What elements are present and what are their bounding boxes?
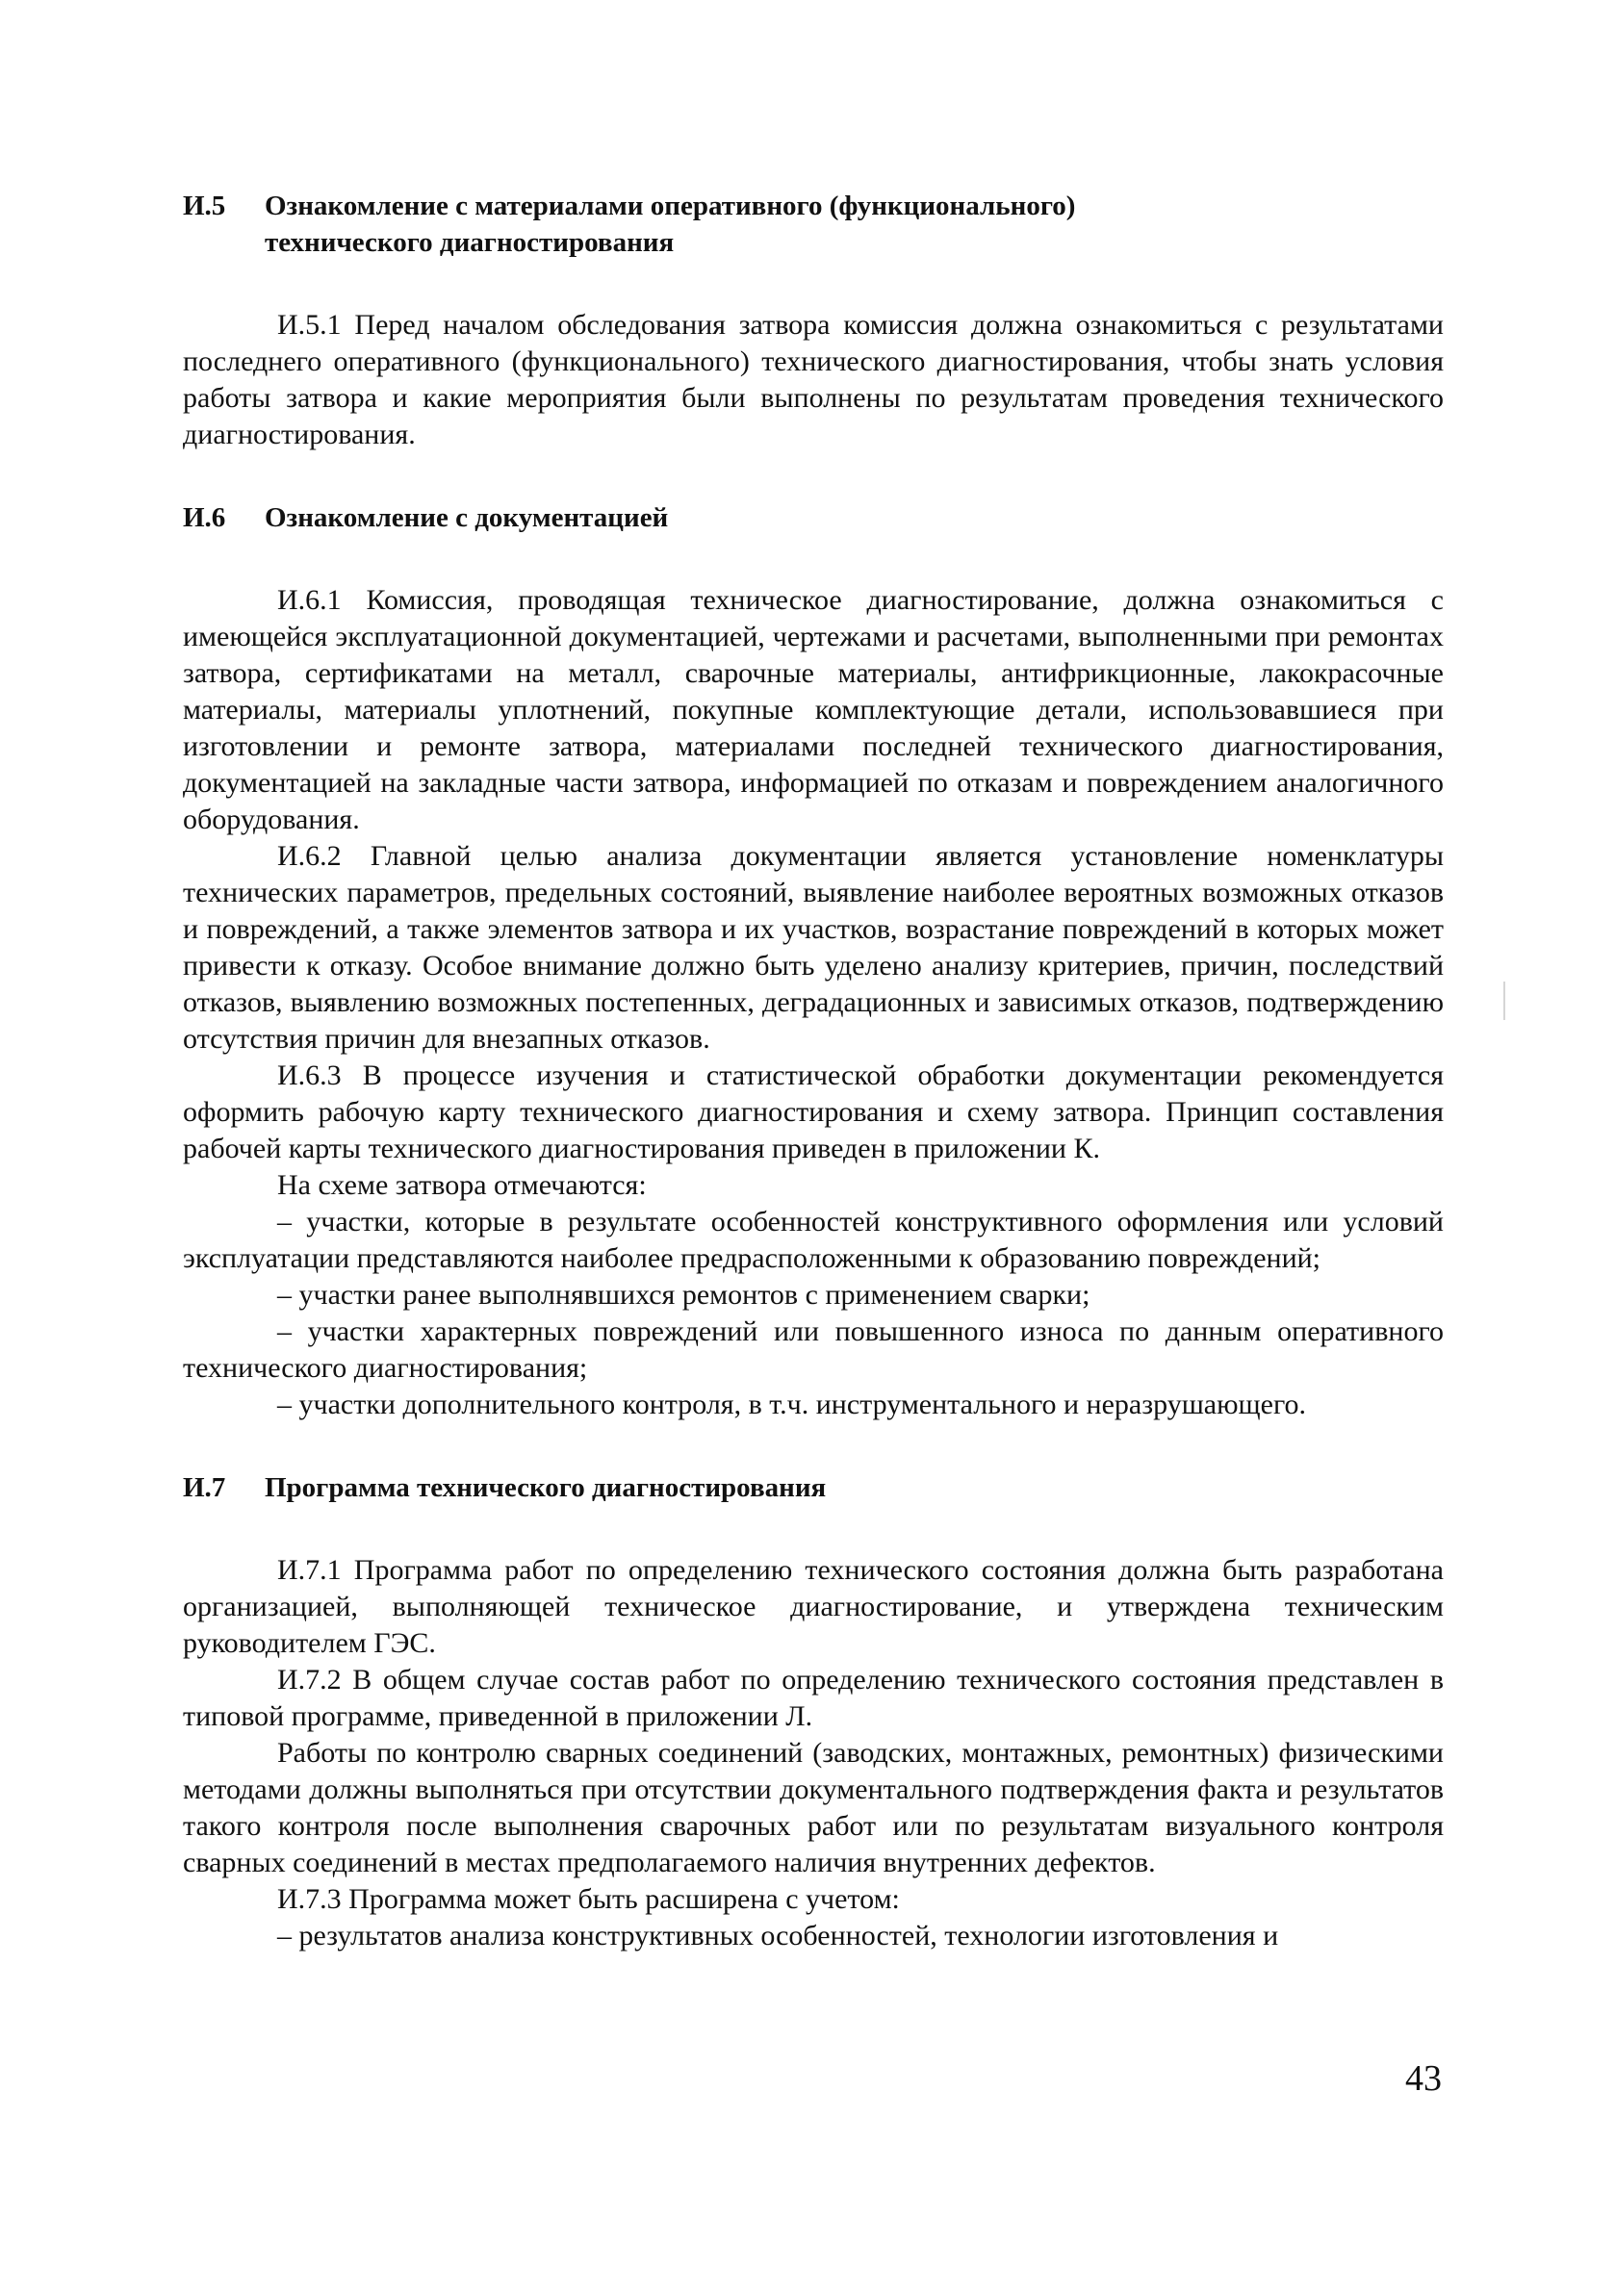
scan-artifact [1503, 982, 1505, 1020]
section-heading-i6 [183, 499, 1444, 536]
list-item: – результатов анализа конструктивных особенностей, технологии изготовления и [277, 1920, 1279, 1952]
section-title: Программа технического диагностирования [265, 1472, 827, 1503]
paragraph-i7-3: Работы по контролю сварных соединений (заводских, монтажных, ремонтных) физическими методами должны выполняться при отсутствии документального подтверждения факта и результатов такого контроля после выполнения сварочных работ или по результатам визуального контроля сварных соединений в местах предполагаемого наличия внутренних дефектов. [183, 1737, 1444, 1878]
page-number: 43 [1405, 2058, 1442, 2099]
section-number: И.6 [183, 502, 226, 533]
section-title-line: Ознакомление с материалами оперативного (функционального) [265, 191, 1076, 221]
section-heading-i7 [183, 1469, 1444, 1506]
paragraph-i6-4: На схеме затвора отмечаются: [277, 1169, 647, 1201]
paragraph-i7-4: И.7.3 Программа может быть расширена с учетом: [277, 1883, 900, 1915]
list-item: – участки, которые в результате особенностей конструктивного оформления или условий эксплуатации представляются наиболее предрасположенными к образованию повреждений; [183, 1206, 1444, 1274]
section-title: Ознакомление с документацией [265, 502, 669, 533]
section-title [265, 188, 1444, 261]
paragraph-i6-1: И.6.1 Комиссия, проводящая техническое диагностирование, должна ознакомиться с имеющейся эксплуатационной документацией, чертежами и расчетами, выполненными при ремонтах затвора, сертификатами на металл, сварочные материалы, антифрикционные, лакокрасочные материалы, материалы уплотнений, покупные комплектующие детали, использовавшиеся при изготовлении и ремонте затвора, материалами последней технического диагностирования, документацией на закладные части затвора, информацией по отказам и повреждением аналогичного оборудования. [183, 584, 1444, 835]
paragraph-i6-2: И.6.2 Главной целью анализа документации является установление номенклатуры технических параметров, предельных состояний, выявление наиболее вероятных возможных отказов и повреждений, а также элементов затвора и их участков, возрастание повреждений в которых может привести к отказу. Особое внимание должно быть уделено анализу критериев, причин, последствий отказов, выявлению возможных постепенных, деградационных и зависимых отказов, подтверждению отсутствия причин для внезапных отказов. [183, 840, 1444, 1055]
section-title-line: технического диагностирования [265, 227, 675, 258]
list-item: – участки дополнительного контроля, в т.ч. инструментального и неразрушающего. [277, 1389, 1306, 1420]
section-number: И.7 [183, 1472, 226, 1503]
list-item: – участки характерных повреждений или повышенного износа по данным оперативного технического диагностирования; [183, 1315, 1444, 1384]
paragraph-i6-3: И.6.3 В процессе изучения и статистической обработки документации рекомендуется оформить рабочую карту технического диагностирования и схему затвора. Принцип составления рабочей карты технического диагностирования приведен в приложении К. [183, 1059, 1444, 1164]
section-number: И.5 [183, 191, 226, 221]
page-content [183, 188, 1444, 1954]
paragraph-i7-1: И.7.1 Программа работ по определению технического состояния должна быть разработана организацией, выполняющей техническое диагностирование, и утверждена техническим руководителем ГЭС. [183, 1554, 1444, 1659]
paragraph-i7-2: И.7.2 В общем случае состав работ по определению технического состояния представлен в типовой программе, приведенной в приложении Л. [183, 1664, 1444, 1732]
list-item: – участки ранее выполнявшихся ремонтов с применением сварки; [277, 1279, 1090, 1311]
paragraph-i5-1: И.5.1 Перед началом обследования затвора комиссия должна ознакомиться с результатами последнего оперативного (функционального) технического диагностирования, чтобы знать условия работы затвора и какие мероприятия были выполнены по результатам проведения технического диагностирования. [183, 309, 1444, 450]
section-heading-i5 [183, 188, 1444, 261]
